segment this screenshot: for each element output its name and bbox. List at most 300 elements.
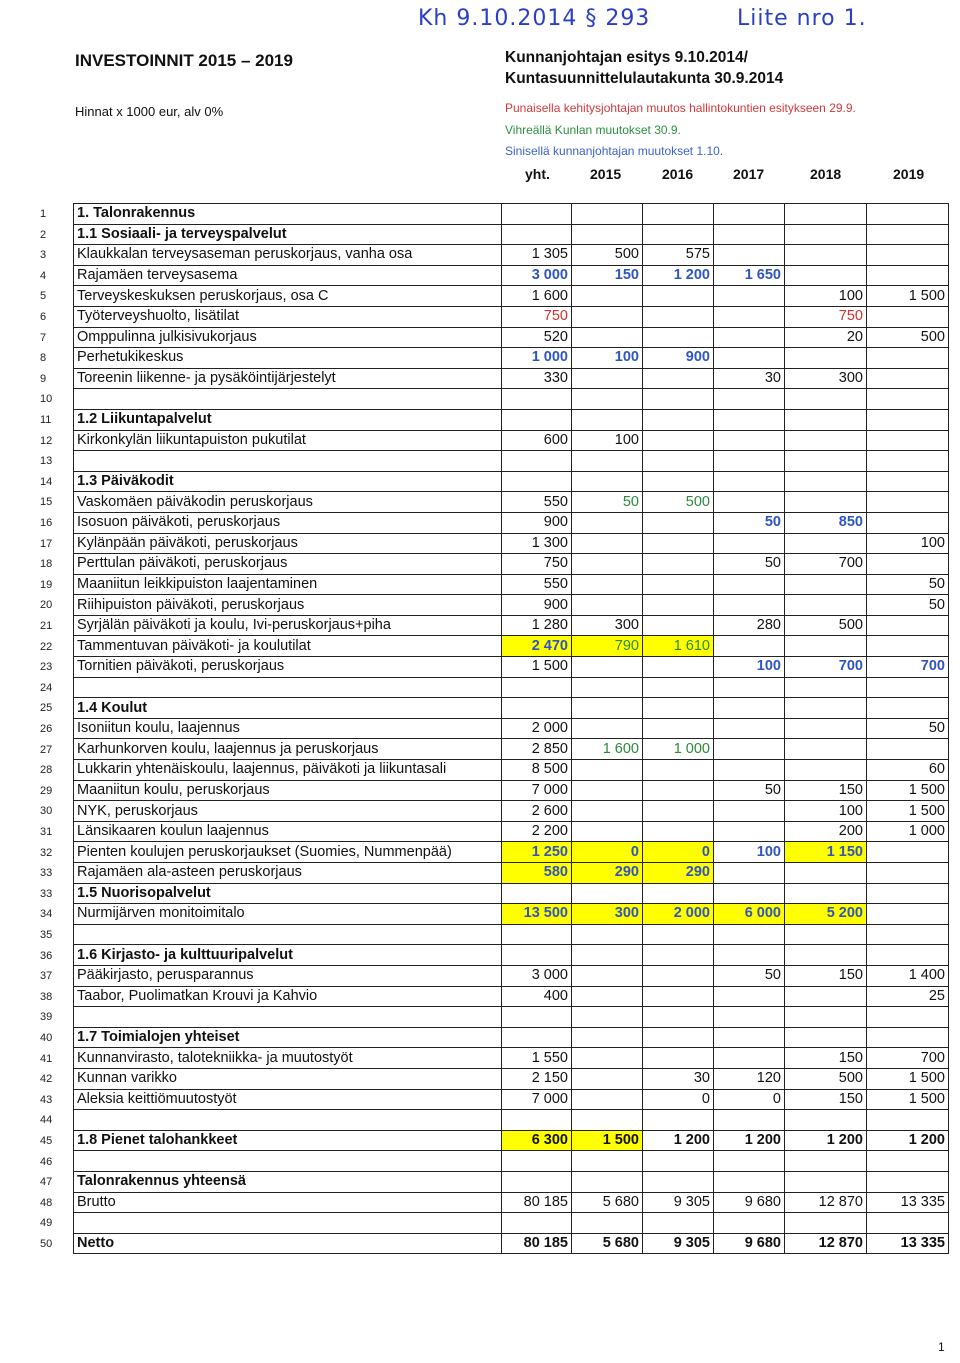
table-row bbox=[74, 986, 949, 1007]
row-label: NYK, peruskorjaus bbox=[74, 801, 502, 822]
handwritten-annotation: Kh 9.10.2014 § 293 bbox=[418, 6, 651, 31]
page-number: 1 bbox=[938, 1340, 945, 1354]
table-row bbox=[74, 430, 949, 451]
row-label: Maaniitun leikkipuiston laajentaminen bbox=[74, 574, 502, 595]
row-value-3: 9 680 bbox=[714, 1233, 785, 1254]
row-label: 1.7 Toimialojen yhteiset bbox=[74, 1027, 502, 1048]
row-value-4: 700 bbox=[785, 657, 867, 678]
row-label: Tammentuvan päiväkoti- ja koulutilat bbox=[74, 636, 502, 657]
row-number: 20 bbox=[40, 599, 53, 612]
table-row bbox=[74, 636, 949, 657]
row-value-1: 290 bbox=[572, 863, 643, 884]
row-value-5 bbox=[867, 677, 949, 698]
row-value-1 bbox=[572, 883, 643, 904]
row-label: Pääkirjasto, perusparannus bbox=[74, 965, 502, 986]
row-label: Omppulinna julkisivukorjaus bbox=[74, 327, 502, 348]
row-value-0: 900 bbox=[502, 512, 572, 533]
row-label: Aleksia keittiömuutostyöt bbox=[74, 1089, 502, 1110]
row-label: Länsikaaren koulun laajennus bbox=[74, 821, 502, 842]
row-value-0: 80 185 bbox=[502, 1233, 572, 1254]
row-value-4 bbox=[785, 986, 867, 1007]
page-title: INVESTOINNIT 2015 – 2019 bbox=[75, 51, 293, 70]
row-value-3: 30 bbox=[714, 368, 785, 389]
row-value-0: 2 470 bbox=[502, 636, 572, 657]
row-label: Työterveyshuolto, lisätilat bbox=[74, 306, 502, 327]
row-value-1: 100 bbox=[572, 348, 643, 369]
row-value-1 bbox=[572, 1027, 643, 1048]
table-row bbox=[74, 739, 949, 760]
row-value-1 bbox=[572, 389, 643, 410]
row-value-2 bbox=[643, 409, 714, 430]
row-label: Isosuon päiväkoti, peruskorjaus bbox=[74, 512, 502, 533]
row-value-3: 280 bbox=[714, 615, 785, 636]
row-label: Brutto bbox=[74, 1192, 502, 1213]
table-row bbox=[74, 492, 949, 513]
row-value-5: 50 bbox=[867, 574, 949, 595]
row-value-4 bbox=[785, 224, 867, 245]
row-label: Perhetukikeskus bbox=[74, 348, 502, 369]
row-value-2: 9 305 bbox=[643, 1192, 714, 1213]
row-label bbox=[74, 924, 502, 945]
row-value-4: 150 bbox=[785, 1089, 867, 1110]
proposal-line-1: Kunnanjohtajan esitys 9.10.2014/ bbox=[505, 49, 748, 66]
row-label: Klaukkalan terveysaseman peruskorjaus, vanha osa bbox=[74, 245, 502, 266]
table-row bbox=[74, 1048, 949, 1069]
row-value-0: 3 000 bbox=[502, 965, 572, 986]
row-value-1: 300 bbox=[572, 904, 643, 925]
row-value-4 bbox=[785, 1027, 867, 1048]
table-row bbox=[74, 389, 949, 410]
row-label bbox=[74, 1110, 502, 1131]
row-value-4 bbox=[785, 1171, 867, 1192]
row-value-4 bbox=[785, 924, 867, 945]
row-value-5 bbox=[867, 863, 949, 884]
row-value-1 bbox=[572, 286, 643, 307]
row-number: 42 bbox=[40, 1073, 53, 1086]
row-label: 1.2 Liikuntapalvelut bbox=[74, 409, 502, 430]
table-row bbox=[74, 1027, 949, 1048]
row-value-4: 100 bbox=[785, 801, 867, 822]
row-value-5: 700 bbox=[867, 657, 949, 678]
row-value-2 bbox=[643, 430, 714, 451]
row-number: 33 bbox=[40, 867, 53, 880]
row-value-3 bbox=[714, 533, 785, 554]
row-number: 44 bbox=[40, 1114, 53, 1127]
row-value-5 bbox=[867, 698, 949, 719]
row-number: 6 bbox=[40, 311, 47, 323]
row-value-5: 50 bbox=[867, 718, 949, 739]
row-value-2: 1 200 bbox=[643, 1130, 714, 1151]
row-value-4 bbox=[785, 945, 867, 966]
row-value-3: 50 bbox=[714, 965, 785, 986]
row-value-0: 330 bbox=[502, 368, 572, 389]
row-number: 15 bbox=[40, 496, 53, 509]
row-value-4 bbox=[785, 574, 867, 595]
table-row bbox=[74, 409, 949, 430]
row-value-1 bbox=[572, 595, 643, 616]
row-value-1: 5 680 bbox=[572, 1233, 643, 1254]
row-number: 28 bbox=[40, 764, 53, 777]
row-value-0 bbox=[502, 883, 572, 904]
row-value-5 bbox=[867, 1213, 949, 1234]
row-number: 29 bbox=[40, 784, 53, 797]
row-number: 41 bbox=[40, 1052, 53, 1065]
row-value-0 bbox=[502, 471, 572, 492]
table-row bbox=[74, 1192, 949, 1213]
row-value-4 bbox=[785, 677, 867, 698]
row-value-0 bbox=[502, 409, 572, 430]
table-row bbox=[74, 1151, 949, 1172]
row-value-0: 550 bbox=[502, 492, 572, 513]
row-number: 25 bbox=[40, 702, 53, 715]
row-label bbox=[74, 677, 502, 698]
row-label: 1.6 Kirjasto- ja kulttuuripalvelut bbox=[74, 945, 502, 966]
row-value-1 bbox=[572, 1048, 643, 1069]
row-value-5 bbox=[867, 945, 949, 966]
row-value-5 bbox=[867, 1027, 949, 1048]
row-number: 26 bbox=[40, 723, 53, 735]
row-value-3: 6 000 bbox=[714, 904, 785, 925]
table-row bbox=[74, 718, 949, 739]
row-value-1 bbox=[572, 327, 643, 348]
row-label: 1.4 Koulut bbox=[74, 698, 502, 719]
row-value-1 bbox=[572, 657, 643, 678]
row-value-4 bbox=[785, 430, 867, 451]
row-value-5 bbox=[867, 471, 949, 492]
row-value-2 bbox=[643, 574, 714, 595]
row-value-2 bbox=[643, 327, 714, 348]
row-value-1 bbox=[572, 471, 643, 492]
row-value-5: 1 500 bbox=[867, 286, 949, 307]
row-label: Syrjälän päiväkoti ja koulu, Ivi-peruskorjaus+piha bbox=[74, 615, 502, 636]
row-value-5 bbox=[867, 1151, 949, 1172]
row-value-0: 1 600 bbox=[502, 286, 572, 307]
row-number: 14 bbox=[40, 475, 53, 488]
row-value-1 bbox=[572, 1213, 643, 1234]
row-value-0 bbox=[502, 677, 572, 698]
row-value-2 bbox=[643, 1007, 714, 1028]
row-value-0: 1 500 bbox=[502, 657, 572, 678]
row-value-4: 700 bbox=[785, 554, 867, 575]
row-value-3 bbox=[714, 1007, 785, 1028]
row-value-5 bbox=[867, 904, 949, 925]
row-value-0 bbox=[502, 389, 572, 410]
row-value-2 bbox=[643, 698, 714, 719]
row-value-0: 6 300 bbox=[502, 1130, 572, 1151]
row-value-3: 1 200 bbox=[714, 1130, 785, 1151]
col-header-total: yht. bbox=[525, 166, 550, 182]
row-value-2 bbox=[643, 1027, 714, 1048]
row-value-4 bbox=[785, 409, 867, 430]
row-value-2: 2 000 bbox=[643, 904, 714, 925]
table-row bbox=[74, 615, 949, 636]
row-label: Lukkarin yhtenäiskoulu, laajennus, päiväkoti ja liikuntasali bbox=[74, 760, 502, 781]
row-value-3 bbox=[714, 760, 785, 781]
row-value-2 bbox=[643, 821, 714, 842]
row-value-2 bbox=[643, 1151, 714, 1172]
row-value-0: 750 bbox=[502, 306, 572, 327]
row-value-0 bbox=[502, 924, 572, 945]
row-value-1: 300 bbox=[572, 615, 643, 636]
row-value-5 bbox=[867, 512, 949, 533]
row-value-0 bbox=[502, 1027, 572, 1048]
row-number: 19 bbox=[40, 578, 53, 591]
row-value-5 bbox=[867, 615, 949, 636]
row-value-1 bbox=[572, 368, 643, 389]
row-value-4 bbox=[785, 718, 867, 739]
row-number: 34 bbox=[40, 908, 53, 921]
row-value-4 bbox=[785, 471, 867, 492]
row-value-2 bbox=[643, 1110, 714, 1131]
row-number: 5 bbox=[40, 290, 47, 303]
row-label: Terveyskeskuksen peruskorjaus, osa C bbox=[74, 286, 502, 307]
table-row bbox=[74, 554, 949, 575]
table-row bbox=[74, 451, 949, 472]
table-row bbox=[74, 471, 949, 492]
row-value-5 bbox=[867, 554, 949, 575]
row-label bbox=[74, 389, 502, 410]
table-row bbox=[74, 1089, 949, 1110]
row-value-5 bbox=[867, 204, 949, 225]
row-value-5: 1 500 bbox=[867, 1089, 949, 1110]
row-label: Kylänpään päiväkoti, peruskorjaus bbox=[74, 533, 502, 554]
row-value-0: 80 185 bbox=[502, 1192, 572, 1213]
row-number: 32 bbox=[40, 846, 53, 859]
row-value-2 bbox=[643, 986, 714, 1007]
row-value-5 bbox=[867, 389, 949, 410]
row-value-5 bbox=[867, 1110, 949, 1131]
row-value-4 bbox=[785, 492, 867, 513]
table-row bbox=[74, 924, 949, 945]
row-number: 2 bbox=[40, 228, 47, 241]
row-value-2 bbox=[643, 1213, 714, 1234]
row-value-1: 1 500 bbox=[572, 1130, 643, 1151]
row-number: 38 bbox=[40, 990, 53, 1003]
row-value-4 bbox=[785, 451, 867, 472]
row-value-4: 850 bbox=[785, 512, 867, 533]
row-value-1 bbox=[572, 945, 643, 966]
row-value-4: 12 870 bbox=[785, 1233, 867, 1254]
row-value-1 bbox=[572, 533, 643, 554]
row-label: Kunnan varikko bbox=[74, 1068, 502, 1089]
row-number: 48 bbox=[40, 1196, 53, 1209]
row-value-4 bbox=[785, 595, 867, 616]
row-value-3: 1 650 bbox=[714, 265, 785, 286]
row-value-2: 1 200 bbox=[643, 265, 714, 286]
table-row bbox=[74, 821, 949, 842]
row-label: 1.3 Päiväkodit bbox=[74, 471, 502, 492]
row-value-3 bbox=[714, 306, 785, 327]
row-value-5: 1 200 bbox=[867, 1130, 949, 1151]
table-row bbox=[74, 965, 949, 986]
row-value-0: 750 bbox=[502, 554, 572, 575]
row-value-4 bbox=[785, 636, 867, 657]
row-value-1: 5 680 bbox=[572, 1192, 643, 1213]
row-value-3: 50 bbox=[714, 512, 785, 533]
row-value-5: 1 000 bbox=[867, 821, 949, 842]
row-value-3 bbox=[714, 286, 785, 307]
row-value-2 bbox=[643, 1048, 714, 1069]
row-value-4 bbox=[785, 204, 867, 225]
row-value-4: 100 bbox=[785, 286, 867, 307]
row-value-4 bbox=[785, 245, 867, 266]
row-value-3 bbox=[714, 863, 785, 884]
row-value-2 bbox=[643, 533, 714, 554]
row-value-3: 9 680 bbox=[714, 1192, 785, 1213]
table-row bbox=[74, 698, 949, 719]
row-value-5 bbox=[867, 430, 949, 451]
row-value-1 bbox=[572, 574, 643, 595]
row-value-4 bbox=[785, 739, 867, 760]
note-red: Punaisella kehitysjohtajan muutos hallintokuntien esitykseen 29.9. bbox=[505, 101, 856, 115]
row-number: 17 bbox=[40, 537, 53, 550]
note-green: Vihreällä Kunlan muutokset 30.9. bbox=[505, 123, 681, 137]
row-value-4 bbox=[785, 1151, 867, 1172]
row-value-3 bbox=[714, 739, 785, 760]
row-value-4 bbox=[785, 265, 867, 286]
row-value-5 bbox=[867, 636, 949, 657]
row-value-2 bbox=[643, 204, 714, 225]
row-value-0: 580 bbox=[502, 863, 572, 884]
row-value-1 bbox=[572, 780, 643, 801]
row-value-3 bbox=[714, 636, 785, 657]
row-label bbox=[74, 451, 502, 472]
row-value-3 bbox=[714, 924, 785, 945]
row-value-2 bbox=[643, 451, 714, 472]
row-value-1 bbox=[572, 306, 643, 327]
row-value-3: 100 bbox=[714, 842, 785, 863]
row-value-0 bbox=[502, 698, 572, 719]
row-number: 12 bbox=[40, 434, 53, 447]
row-number: 24 bbox=[40, 681, 53, 694]
row-value-0: 13 500 bbox=[502, 904, 572, 925]
row-number: 27 bbox=[40, 743, 53, 756]
row-value-5 bbox=[867, 265, 949, 286]
row-value-1 bbox=[572, 801, 643, 822]
row-label: Rajamäen ala-asteen peruskorjaus bbox=[74, 863, 502, 884]
row-value-1: 50 bbox=[572, 492, 643, 513]
table-row bbox=[74, 1233, 949, 1254]
row-value-1 bbox=[572, 698, 643, 719]
row-value-4 bbox=[785, 883, 867, 904]
row-value-3 bbox=[714, 986, 785, 1007]
table-row bbox=[74, 245, 949, 266]
row-value-3 bbox=[714, 1027, 785, 1048]
row-value-3 bbox=[714, 801, 785, 822]
row-value-0: 2 150 bbox=[502, 1068, 572, 1089]
row-label: Maaniitun koulu, peruskorjaus bbox=[74, 780, 502, 801]
row-value-2 bbox=[643, 368, 714, 389]
row-value-4 bbox=[785, 533, 867, 554]
col-header-2015: 2015 bbox=[590, 166, 622, 182]
row-value-2 bbox=[643, 883, 714, 904]
row-value-3 bbox=[714, 945, 785, 966]
row-value-4: 150 bbox=[785, 1048, 867, 1069]
table-row bbox=[74, 780, 949, 801]
row-label: Isoniitun koulu, laajennus bbox=[74, 718, 502, 739]
row-value-5: 50 bbox=[867, 595, 949, 616]
row-value-4: 12 870 bbox=[785, 1192, 867, 1213]
row-number: 8 bbox=[40, 352, 47, 365]
row-value-3: 0 bbox=[714, 1089, 785, 1110]
row-value-1 bbox=[572, 924, 643, 945]
row-value-3: 50 bbox=[714, 780, 785, 801]
row-value-5: 1 500 bbox=[867, 780, 949, 801]
row-value-5: 13 335 bbox=[867, 1192, 949, 1213]
row-value-0 bbox=[502, 945, 572, 966]
row-value-2 bbox=[643, 677, 714, 698]
row-value-3 bbox=[714, 492, 785, 513]
table-row bbox=[74, 306, 949, 327]
row-value-5 bbox=[867, 368, 949, 389]
row-value-5 bbox=[867, 883, 949, 904]
row-value-2 bbox=[643, 389, 714, 410]
row-value-3 bbox=[714, 718, 785, 739]
row-value-3 bbox=[714, 677, 785, 698]
row-value-3 bbox=[714, 430, 785, 451]
row-value-1 bbox=[572, 409, 643, 430]
table-row bbox=[74, 574, 949, 595]
row-value-5 bbox=[867, 924, 949, 945]
row-value-1 bbox=[572, 821, 643, 842]
row-value-3 bbox=[714, 1048, 785, 1069]
row-value-2 bbox=[643, 306, 714, 327]
row-value-3 bbox=[714, 595, 785, 616]
row-value-2 bbox=[643, 1171, 714, 1192]
row-value-0: 2 600 bbox=[502, 801, 572, 822]
row-value-4 bbox=[785, 760, 867, 781]
row-value-4 bbox=[785, 1110, 867, 1131]
table-row bbox=[74, 1068, 949, 1089]
row-label: 1.8 Pienet talohankkeet bbox=[74, 1130, 502, 1151]
row-value-5 bbox=[867, 842, 949, 863]
row-number: 7 bbox=[40, 331, 47, 344]
row-value-4: 20 bbox=[785, 327, 867, 348]
row-value-0: 1 250 bbox=[502, 842, 572, 863]
row-value-3 bbox=[714, 471, 785, 492]
table-row bbox=[74, 286, 949, 307]
table-row bbox=[74, 1213, 949, 1234]
col-header-2018: 2018 bbox=[810, 166, 842, 182]
row-value-5 bbox=[867, 1171, 949, 1192]
row-value-4 bbox=[785, 863, 867, 884]
note-blue: Sinisellä kunnanjohtajan muutokset 1.10. bbox=[505, 144, 724, 158]
row-number: 18 bbox=[40, 558, 53, 571]
row-number: 35 bbox=[40, 929, 53, 941]
row-label: Kunnanvirasto, talotekniikka- ja muutostyöt bbox=[74, 1048, 502, 1069]
row-value-2 bbox=[643, 718, 714, 739]
row-value-0 bbox=[502, 204, 572, 225]
row-number: 31 bbox=[40, 826, 53, 838]
row-value-3 bbox=[714, 224, 785, 245]
row-value-3 bbox=[714, 1151, 785, 1172]
row-value-2 bbox=[643, 801, 714, 822]
row-number: 11 bbox=[40, 414, 52, 426]
row-value-4: 200 bbox=[785, 821, 867, 842]
row-value-2 bbox=[643, 512, 714, 533]
row-value-5: 500 bbox=[867, 327, 949, 348]
row-value-2: 1 610 bbox=[643, 636, 714, 657]
row-number: 37 bbox=[40, 970, 53, 983]
row-value-0: 900 bbox=[502, 595, 572, 616]
table-row bbox=[74, 863, 949, 884]
row-value-1 bbox=[572, 1068, 643, 1089]
row-label: Pienten koulujen peruskorjaukset (Suomies, Nummenpää) bbox=[74, 842, 502, 863]
row-value-2: 0 bbox=[643, 1089, 714, 1110]
row-label: Vaskomäen päiväkodin peruskorjaus bbox=[74, 492, 502, 513]
row-value-3: 120 bbox=[714, 1068, 785, 1089]
row-value-0: 3 000 bbox=[502, 265, 572, 286]
